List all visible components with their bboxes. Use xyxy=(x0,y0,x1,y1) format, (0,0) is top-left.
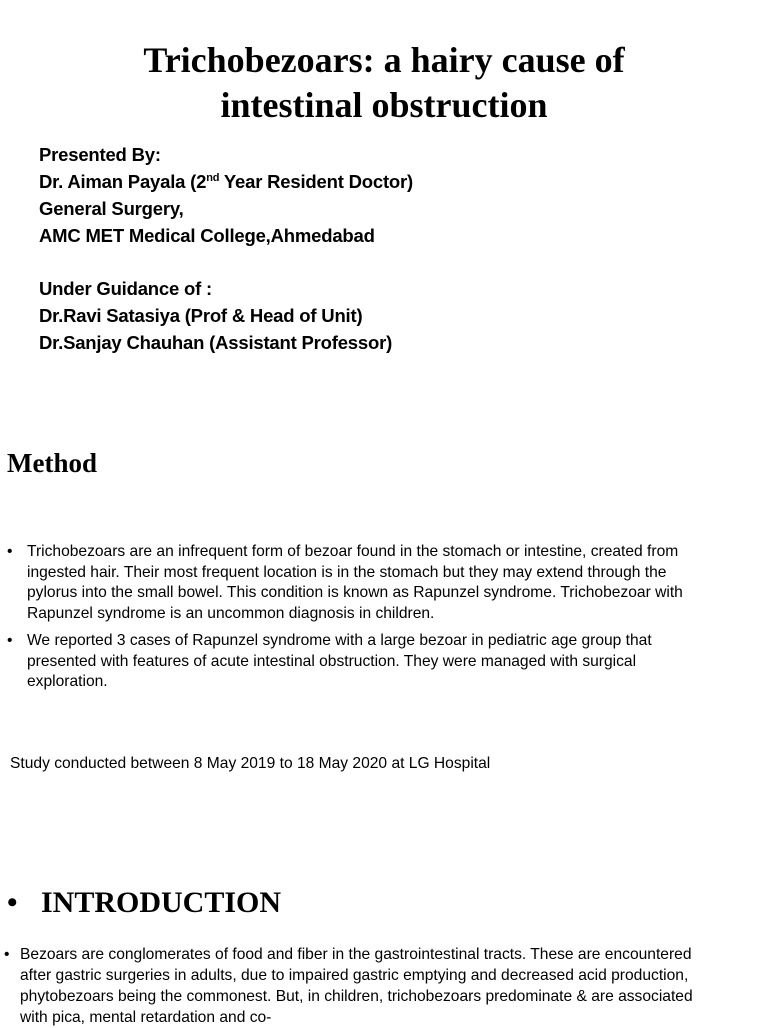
introduction-text: Bezoars are conglomerates of food and fiber in the gastrointestinal tracts. These are encountered after gastric surgeries in adults, due to impaired gastric emptying and decreased acid production, phytobezoars being the commonest. But, in children, trichobezoars predominate & are associated with pica, mental retardation and co- xyxy=(20,946,693,1026)
guide-2: Dr.Sanjay Chauhan (Assistant Professor) xyxy=(39,332,393,353)
presenter-name-prefix: Dr. Aiman Payala (2 xyxy=(39,171,207,192)
presenter-name xyxy=(39,168,413,195)
method-heading: Method xyxy=(7,448,97,478)
guide-1: Dr.Ravi Satasiya (Prof & Head of Unit) xyxy=(39,305,363,326)
title-line-1: Trichobezoars: a hairy cause of xyxy=(143,40,625,80)
introduction-heading xyxy=(7,883,281,923)
study-period-note: Study conducted between 8 May 2019 to 18 May 2020 at LG Hospital xyxy=(10,755,491,772)
presenter-block xyxy=(39,141,413,356)
method-bullet-text-2: We reported 3 cases of Rapunzel syndrome with a large bezoar in pediatric age group that presented with features of acute intestinal obstruction. They were managed with surgical exploration. xyxy=(27,632,652,690)
presented-by-label: Presented By: xyxy=(39,144,161,165)
document-title xyxy=(0,38,768,128)
introduction-heading-text: INTRODUCTION xyxy=(41,886,282,919)
bullet-icon: • xyxy=(4,946,10,963)
introduction-paragraph xyxy=(0,944,720,1028)
method-bullet-text-1: Trichobezoars are an infrequent form of bezoar found in the stomach or intestine, created from ingested hair. Their most frequent location is in the stomach but they may extend through the pylorus into the small bowel. This condition is known as Rapunzel syndrome. Trichobezoar with Rapunzel syndrome is an uncommon diagnosis in children. xyxy=(27,543,683,622)
presenter-department: General Surgery, xyxy=(39,198,184,219)
presenter-name-suffix: Year Resident Doctor) xyxy=(219,171,413,192)
presenter-gap xyxy=(39,249,413,275)
presenter-college: AMC MET Medical College,Ahmedabad xyxy=(39,225,375,246)
method-bullet-item-1 xyxy=(0,542,700,624)
bullet-icon: • xyxy=(7,543,13,560)
guidance-label: Under Guidance of : xyxy=(39,278,212,299)
method-bullet-item-2 xyxy=(0,631,700,693)
presenter-ordinal-suffix: nd xyxy=(206,172,220,184)
bullet-icon: • xyxy=(7,886,18,919)
method-bullet-list xyxy=(0,542,700,700)
title-line-2: intestinal obstruction xyxy=(220,85,548,125)
bullet-icon: • xyxy=(7,632,13,649)
